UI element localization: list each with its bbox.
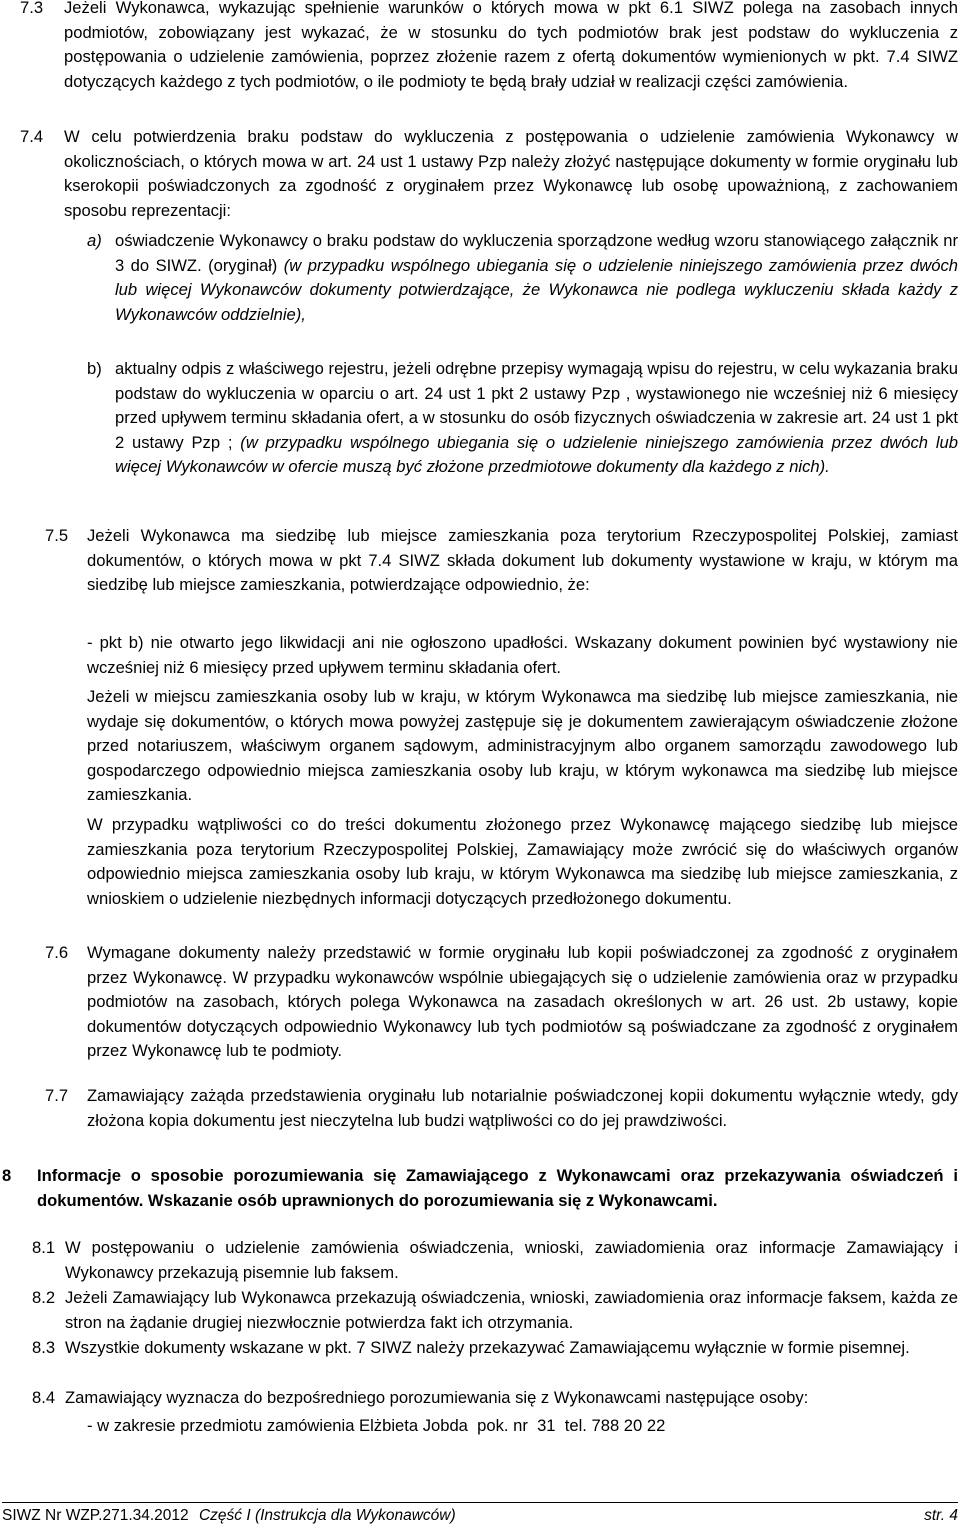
section-number: 8.3 — [32, 1338, 56, 1357]
section-8-heading — [2, 1164, 958, 1213]
contact-person: - w zakresie przedmiotu zamówienia Elżbieta Jobda pok. nr 31 tel. 788 20 22 — [87, 1416, 666, 1435]
section-8-4 — [32, 1386, 958, 1411]
footer-page-number: str. 4 — [924, 1507, 958, 1524]
section-text: Zamawiający wyznacza do bezpośredniego porozumiewania się z Wykonawcami następujące osoby: — [65, 1388, 809, 1407]
list-text-regular: oświadczenie Wykonawcy o braku podstaw do wykluczenia sporządzone według wzoru stanowiącego załącznik nr 3 do SIWZ. (oryginał) — [115, 231, 958, 275]
list-text — [115, 357, 958, 480]
list-label: a) — [87, 231, 102, 250]
section-7-7 — [45, 1084, 958, 1133]
section-7-5-paragraph-1: - pkt b) nie otwarto jego likwidacji ani nie ogłoszono upadłości. Wskazany dokument powinien być wystawiony nie wcześniej niż 6 miesięcy przed upływem terminu składania ofert. — [87, 633, 958, 677]
section-7-5-paragraph-3: W przypadku wątpliwości co do treści dokumentu złożonego przez Wykonawcę mającego siedzibę lub miejsce zamieszkania poza terytorium Rzeczypospolitej Polskiej, Zamawiający może zwrócić się do właściwych organów odpowiednio miejsca zamieszkania osoby lub kraju, w którym Wykonawca ma siedzibę lub miejsce zamieszkania, z wnioskiem o udzielenie niezbędnych informacji dotyczących przedłożonego dokumentu. — [87, 815, 958, 908]
list-item-a — [87, 229, 958, 327]
footer-divider — [2, 1502, 958, 1503]
section-text: Wymagane dokumenty należy przedstawić w formie oryginału lub kopii poświadczonej za zgodność z oryginałem przez Wykonawcę. W przypadku wykonawców wspólnie ubiegających się o udzielenie zamówienia oraz w przypadku podmiotów na zasobach, których polega Wykonawca na zasadach określonych w art. 26 ust. 2b ustawy, kopie dokumentów dotyczących odpowiednio Wykonawcy lub tych podmiotów są poświadczane za zgodność z oryginałem przez Wykonawcę lub te podmioty. — [87, 943, 958, 1060]
section-number: 8.4 — [32, 1388, 56, 1407]
section-number: 7.3 — [20, 0, 44, 17]
section-text: Zamawiający zażąda przedstawienia oryginału lub notarialnie poświadczonej kopii dokumentu wyłącznie wtedy, gdy złożona kopia dokumentu jest nieczytelna lub budzi wątpliwości co do jej prawdziwości. — [87, 1086, 958, 1130]
list-label: b) — [87, 359, 102, 378]
list-item-b — [87, 357, 958, 480]
section-7-4 — [20, 125, 958, 223]
footer-document-title: Część I (Instrukcja dla Wykonawców) — [198, 1507, 456, 1524]
section-heading-text: Informacje o sposobie porozumiewania się Zamawiającego z Wykonawcami oraz przekazywania oświadczeń i dokumentów. Wskazanie osób uprawnionych do porozumiewania się z Wykonawcami. — [37, 1166, 958, 1210]
section-number: 7.4 — [20, 127, 44, 146]
section-text: W celu potwierdzenia braku podstaw do wykluczenia z postępowania o udzielenie zamówienia Wykonawcy w okolicznościach, o których mowa w art. 24 ust 1 ustawy Pzp należy złożyć następujące dokumenty w formie oryginału lub kserokopii poświadczonych za zgodność z oryginałem przez Wykonawcę lub osobę upoważnioną, z zachowaniem sposobu reprezentacji: — [64, 127, 958, 220]
section-text: Jeżeli Wykonawca ma siedzibę lub miejsce zamieszkania poza terytorium Rzeczypospolitej Polskiej, zamiast dokumentów, o których mowa w pkt 7.4 SIWZ składa dokument lub dokumenty wystawione w kraju, w którym ma siedzibę lub miejsce zamieszkania, potwierdzające odpowiednio, że: — [87, 526, 958, 594]
section-7-5-paragraph-2: Jeżeli w miejscu zamieszkania osoby lub w kraju, w którym Wykonawca ma siedzibę lub miejsce zamieszkania, nie wydaje się dokumentów, o których mowa powyżej zastępuje się je dokumentem zawierającym oświadczenie złożone przed notariuszem, właściwym organem sądowym, administracyjnym albo organem samorządu zawodowego lub gospodarczego odpowiednio miejsca zamieszkania osoby lub kraju, w którym wykonawca ma siedzibę lub miejsce zamieszkania. — [87, 687, 958, 804]
list-text-regular: aktualny odpis z właściwego rejestru, jeżeli odrębne przepisy wymagają wpisu do rejestru, w celu wykazania braku podstaw do wykluczenia w oparciu o art. 24 ust 1 pkt 2 ustawy Pzp , wystawionego nie wcześniej niż 6 miesięcy przed upływem terminu składania ofert, a w stosunku do osób fizycznych oświadczenia w zakresie art. 24 ust 1 pkt 2 ustawy Pzp ; — [115, 359, 958, 452]
list-text-italic: (w przypadku wspólnego ubiegania się o udzielenie niniejszego zamówienia przez dwóch lub więcej Wykonawców dokumenty potwierdzające, że Wykonawca nie podlega wykluczeniu składa każdy z Wykonawców oddzielnie), — [115, 255, 958, 324]
section-7-5 — [45, 524, 958, 598]
section-7-3 — [20, 0, 958, 94]
section-number: 7.5 — [45, 526, 69, 545]
section-number: 8.2 — [32, 1288, 56, 1307]
section-number: 7.6 — [45, 943, 69, 962]
section-7-6 — [45, 941, 958, 1064]
section-8-2 — [32, 1286, 958, 1335]
footer-document-code: SIWZ Nr WZP.271.34.2012 — [2, 1507, 189, 1524]
section-text: Jeżeli Zamawiający lub Wykonawca przekazują oświadczenia, wnioski, zawiadomienia oraz informacje faksem, każda ze stron na żądanie drugiej niezwłocznie potwierdza fakt ich otrzymania. — [65, 1288, 958, 1332]
section-number: 8.1 — [32, 1238, 56, 1257]
section-text: W postępowaniu o udzielenie zamówienia oświadczenia, wnioski, zawiadomienia oraz informacje Zamawiający i Wykonawcy przekazują pisemnie lub faksem. — [65, 1238, 958, 1282]
section-number: 7.7 — [45, 1086, 69, 1105]
section-text: Wszystkie dokumenty wskazane w pkt. 7 SIWZ należy przekazywać Zamawiającemu wyłącznie w formie pisemnej. — [65, 1338, 910, 1357]
section-8-1 — [32, 1236, 958, 1285]
list-text — [115, 229, 958, 327]
page-footer — [2, 1506, 958, 1526]
section-8-3 — [32, 1336, 958, 1361]
section-text: Jeżeli Wykonawca, wykazując spełnienie warunków o których mowa w pkt 6.1 SIWZ polega na zasobach innych podmiotów, zobowiązany jest wykazać, że w stosunku do tych podmiotów brak jest podstaw do wykluczenia z postępowania o udzielenie zamówienia, poprzez złożenie razem z ofertą dokumentów wymienionych w pkt. 7.4 SIWZ dotyczących każdego z tych podmiotów, o ile podmioty te będą brały udział w realizacji części zamówienia. — [64, 0, 958, 91]
list-text-italic: (w przypadku wspólnego ubiegania się o udzielenie niniejszego zamówienia przez dwóch lub więcej Wykonawców w ofercie muszą być złożone przedmiotowe dokumenty dla każdego z nich). — [115, 432, 958, 476]
section-number: 8 — [2, 1166, 12, 1185]
